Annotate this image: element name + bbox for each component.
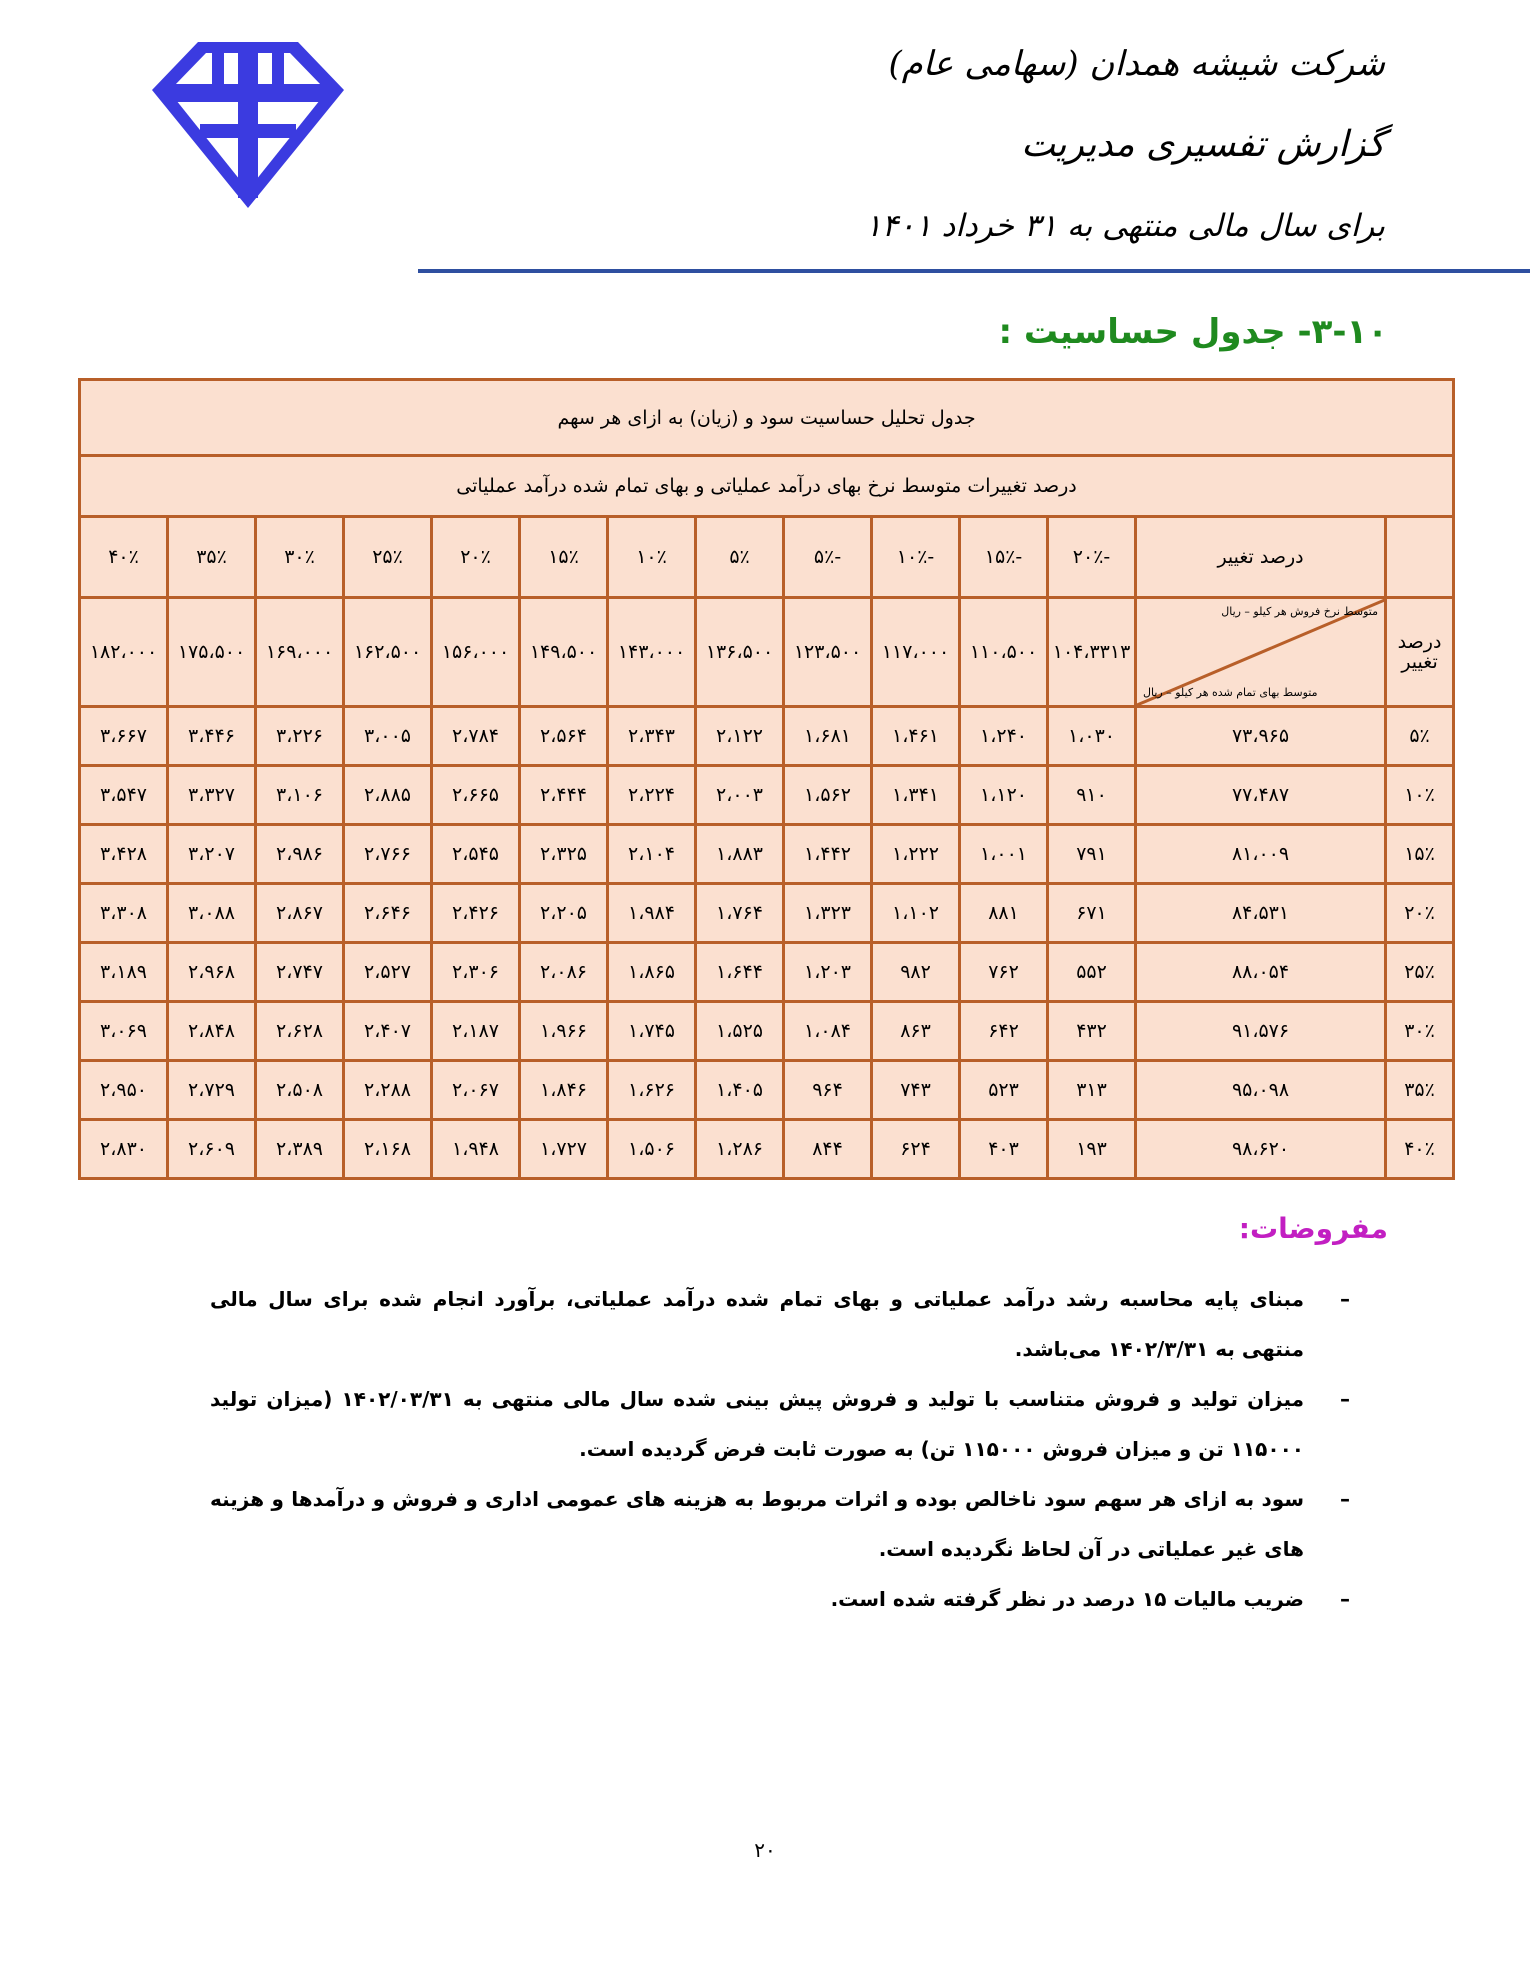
col-percent: ۳۰٪ [256,517,344,598]
col-percent: ۳۵٪ [168,517,256,598]
value-cell: ۳،۲۰۷ [168,825,256,884]
value-cell: ۱،۹۸۴ [608,884,696,943]
row-cost: ۸۱،۰۰۹ [1136,825,1386,884]
value-cell: ۸۸۱ [960,884,1048,943]
row-percent: ۲۰٪ [1386,884,1454,943]
value-cell: ۳،۱۰۶ [256,766,344,825]
value-cell: ۲،۷۲۹ [168,1061,256,1120]
diagonal-header-cell [1136,598,1386,707]
col-percent: -۱۰٪ [872,517,960,598]
table-row [80,825,1454,884]
table-row [80,1002,1454,1061]
row-percent: ۵٪ [1386,707,1454,766]
row-percent: ۳۵٪ [1386,1061,1454,1120]
value-cell: ۲،۰۸۶ [520,943,608,1002]
col-percent: ۲۰٪ [432,517,520,598]
value-cell: ۲،۶۶۵ [432,766,520,825]
value-cell: ۲،۵۴۵ [432,825,520,884]
table-row [80,943,1454,1002]
value-cell: ۶۲۴ [872,1120,960,1179]
row-percent: ۱۰٪ [1386,766,1454,825]
value-cell: ۱،۵۲۵ [696,1002,784,1061]
price-cell: ۱۳۶،۵۰۰ [696,598,784,707]
row-cost: ۸۸،۰۵۴ [1136,943,1386,1002]
table-subtitle: درصد تغییرات متوسط نرخ بهای درآمد عملیاتی و بهای تمام شده درآمد عملیاتی [80,456,1454,517]
price-cell: ۱۴۹،۵۰۰ [520,598,608,707]
value-cell: ۱،۷۲۷ [520,1120,608,1179]
value-cell: ۲،۹۵۰ [80,1061,168,1120]
value-cell: ۲،۱۲۲ [696,707,784,766]
value-cell: ۱،۰۳۰ [1048,707,1136,766]
value-cell: ۱،۵۰۶ [608,1120,696,1179]
value-cell: ۲،۹۸۶ [256,825,344,884]
assumptions-list [210,1274,1350,1624]
value-cell: ۶۷۱ [1048,884,1136,943]
value-cell: ۲،۶۰۹ [168,1120,256,1179]
col-percent: ۱۰٪ [608,517,696,598]
value-cell: ۲،۶۴۶ [344,884,432,943]
row-cost: ۷۳،۹۶۵ [1136,707,1386,766]
assumption-text: میزان تولید و فروش متناسب با تولید و فروش پیش بینی شده سال مالی منتهی به ۱۴۰۲/۰۳/۳۱ (میزان تولید ۱۱۵۰۰۰ تن و میزان فروش ۱۱۵۰۰۰ تن) به صورت ثابت فرض گردیده است. [210,1387,1304,1461]
value-cell: ۲،۳۴۳ [608,707,696,766]
corner-blank [1386,517,1454,598]
bullet-dash: – [1340,1287,1350,1311]
row-cost: ۸۴،۵۳۱ [1136,884,1386,943]
sensitivity-table-wrapper [78,378,1452,1180]
value-cell: ۲،۱۸۷ [432,1002,520,1061]
assumption-text: مبنای پایه محاسبه رشد درآمد عملیاتی و بهای تمام شده درآمد عملیاتی، برآورد انجام شده برای سال مالی منتهی به ۱۴۰۲/۳/۳۱ می‌باشد. [210,1287,1304,1361]
row-cost: ۹۱،۵۷۶ [1136,1002,1386,1061]
table-row [80,707,1454,766]
assumption-text: سود به ازای هر سهم سود ناخالص بوده و اثرات مربوط به هزینه های عمومی اداری و فروش و درآمدها و هزینه های غیر عملیاتی در آن لحاظ نگردیده است. [210,1487,1304,1561]
table-title: جدول تحلیل حساسیت سود و (زیان) به ازای هر سهم [80,380,1454,456]
value-cell: ۲،۲۸۸ [344,1061,432,1120]
bullet-dash: – [1340,1487,1350,1511]
value-cell: ۸۶۳ [872,1002,960,1061]
row-percent: ۳۰٪ [1386,1002,1454,1061]
value-cell: ۲،۶۲۸ [256,1002,344,1061]
assumption-item [210,1574,1350,1624]
value-cell: ۱،۸۴۶ [520,1061,608,1120]
value-cell: ۸۴۴ [784,1120,872,1179]
value-cell: ۳،۱۸۹ [80,943,168,1002]
assumptions-title: مفروضات: [1238,1212,1388,1245]
assumption-text: ضریب مالیات ۱۵ درصد در نظر گرفته شده است. [830,1587,1304,1611]
table-row [80,884,1454,943]
value-cell: ۳،۰۰۵ [344,707,432,766]
col-percent: ۲۵٪ [344,517,432,598]
value-cell: ۲،۱۶۸ [344,1120,432,1179]
price-cell: ۱۷۵،۵۰۰ [168,598,256,707]
value-cell: ۲،۷۴۷ [256,943,344,1002]
value-cell: ۲،۴۰۷ [344,1002,432,1061]
corner-label: درصد تغییر [1386,598,1454,707]
price-cell: ۱۰۴،۳۳۱۳ [1048,598,1136,707]
diag-bottom-label: متوسط بهای تمام شده هر کیلو – ریال [1143,686,1318,699]
value-cell: ۳،۲۲۶ [256,707,344,766]
value-cell: ۳،۵۴۷ [80,766,168,825]
value-cell: ۶۴۲ [960,1002,1048,1061]
price-header-row [80,598,1454,707]
value-cell: ۲،۴۴۴ [520,766,608,825]
row-percent: ۲۵٪ [1386,943,1454,1002]
header-rule [418,269,1530,273]
bullet-dash: – [1340,1587,1350,1611]
value-cell: ۴۰۳ [960,1120,1048,1179]
col-percent: ۱۵٪ [520,517,608,598]
value-cell: ۱،۲۸۶ [696,1120,784,1179]
value-cell: ۲،۵۶۴ [520,707,608,766]
company-name: شرکت شیشه همدان (سهامی عام) [888,44,1385,84]
price-cell: ۱۱۷،۰۰۰ [872,598,960,707]
value-cell: ۱۹۳ [1048,1120,1136,1179]
row-cost: ۹۵،۰۹۸ [1136,1061,1386,1120]
value-cell: ۱،۴۶۱ [872,707,960,766]
value-cell: ۷۹۱ [1048,825,1136,884]
value-cell: ۳،۴۲۸ [80,825,168,884]
value-cell: ۴۳۲ [1048,1002,1136,1061]
value-cell: ۱،۰۰۱ [960,825,1048,884]
change-label: درصد تغییر [1136,517,1386,598]
col-percent: -۲۰٪ [1048,517,1136,598]
value-cell: ۱،۵۶۲ [784,766,872,825]
assumption-item [210,1374,1350,1474]
value-cell: ۱،۳۲۳ [784,884,872,943]
value-cell: ۱،۹۴۸ [432,1120,520,1179]
value-cell: ۳،۳۲۷ [168,766,256,825]
col-percent: ۴۰٪ [80,517,168,598]
value-cell: ۲،۵۰۸ [256,1061,344,1120]
value-cell: ۲،۱۰۴ [608,825,696,884]
value-cell: ۲،۲۰۵ [520,884,608,943]
price-cell: ۱۸۲،۰۰۰ [80,598,168,707]
value-cell: ۲،۷۶۶ [344,825,432,884]
value-cell: ۱،۸۸۳ [696,825,784,884]
value-cell: ۲،۰۶۷ [432,1061,520,1120]
price-cell: ۱۴۳،۰۰۰ [608,598,696,707]
value-cell: ۱،۴۰۵ [696,1061,784,1120]
price-cell: ۱۱۰،۵۰۰ [960,598,1048,707]
value-cell: ۱،۱۰۲ [872,884,960,943]
value-cell: ۲،۲۲۴ [608,766,696,825]
value-cell: ۱،۲۰۳ [784,943,872,1002]
percent-header-row [80,517,1454,598]
value-cell: ۲،۸۶۷ [256,884,344,943]
col-percent: -۱۵٪ [960,517,1048,598]
price-cell: ۱۶۲،۵۰۰ [344,598,432,707]
price-cell: ۱۲۳،۵۰۰ [784,598,872,707]
value-cell: ۳۱۳ [1048,1061,1136,1120]
value-cell: ۲،۸۳۰ [80,1120,168,1179]
diag-top-label: متوسط نرخ فروش هر کیلو – ریال [1221,605,1379,618]
value-cell: ۹۶۴ [784,1061,872,1120]
value-cell: ۱،۰۸۴ [784,1002,872,1061]
value-cell: ۲،۵۲۷ [344,943,432,1002]
report-period: برای سال مالی منتهی به ۳۱ خرداد ۱۴۰۱ [865,208,1385,244]
value-cell: ۲،۳۰۶ [432,943,520,1002]
row-percent: ۱۵٪ [1386,825,1454,884]
table-row [80,1120,1454,1179]
diamond-logo-icon [152,42,344,208]
page-number: ۲۰ [754,1838,776,1862]
value-cell: ۱،۶۴۴ [696,943,784,1002]
value-cell: ۲،۳۸۹ [256,1120,344,1179]
price-cell: ۱۵۶،۰۰۰ [432,598,520,707]
value-cell: ۳،۶۶۷ [80,707,168,766]
value-cell: ۲،۰۰۳ [696,766,784,825]
assumption-item [210,1474,1350,1574]
value-cell: ۱،۴۴۲ [784,825,872,884]
value-cell: ۲،۷۸۴ [432,707,520,766]
col-percent: -۵٪ [784,517,872,598]
value-cell: ۱،۷۴۵ [608,1002,696,1061]
value-cell: ۱،۱۲۰ [960,766,1048,825]
value-cell: ۲،۹۶۸ [168,943,256,1002]
value-cell: ۳،۰۶۹ [80,1002,168,1061]
row-percent: ۴۰٪ [1386,1120,1454,1179]
value-cell: ۲،۴۲۶ [432,884,520,943]
value-cell: ۳،۰۸۸ [168,884,256,943]
value-cell: ۱،۶۸۱ [784,707,872,766]
row-cost: ۹۸،۶۲۰ [1136,1120,1386,1179]
bullet-dash: – [1340,1387,1350,1411]
price-cell: ۱۶۹،۰۰۰ [256,598,344,707]
value-cell: ۹۸۲ [872,943,960,1002]
value-cell: ۲،۸۸۵ [344,766,432,825]
value-cell: ۷۴۳ [872,1061,960,1120]
table-row [80,766,1454,825]
value-cell: ۵۲۳ [960,1061,1048,1120]
value-cell: ۱،۷۶۴ [696,884,784,943]
value-cell: ۱،۳۴۱ [872,766,960,825]
value-cell: ۱،۶۲۶ [608,1061,696,1120]
value-cell: ۱،۲۴۰ [960,707,1048,766]
sensitivity-table [78,378,1455,1180]
value-cell: ۵۵۲ [1048,943,1136,1002]
value-cell: ۳،۴۴۶ [168,707,256,766]
value-cell: ۳،۳۰۸ [80,884,168,943]
value-cell: ۲،۳۲۵ [520,825,608,884]
col-percent: ۵٪ [696,517,784,598]
value-cell: ۹۱۰ [1048,766,1136,825]
row-cost: ۷۷،۴۸۷ [1136,766,1386,825]
report-title: گزارش تفسیری مدیریت [1021,124,1385,165]
value-cell: ۱،۲۲۲ [872,825,960,884]
value-cell: ۷۶۲ [960,943,1048,1002]
section-title: ۳-۱۰- جدول حساسیت : [998,312,1388,352]
table-row [80,1061,1454,1120]
assumption-item [210,1274,1350,1374]
value-cell: ۲،۸۴۸ [168,1002,256,1061]
value-cell: ۱،۹۶۶ [520,1002,608,1061]
value-cell: ۱،۸۶۵ [608,943,696,1002]
